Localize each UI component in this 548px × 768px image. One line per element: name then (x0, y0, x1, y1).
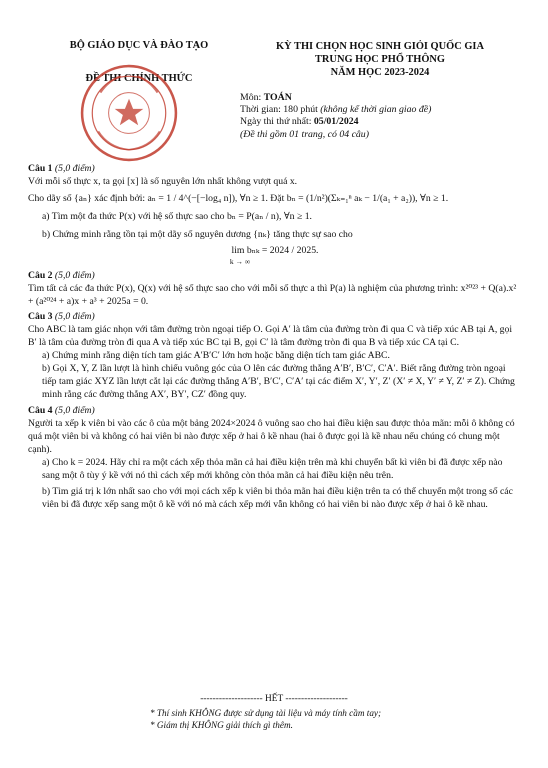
exam-title-line1: KỲ THI CHỌN HỌC SINH GIỎI QUỐC GIA (276, 41, 484, 52)
exam-meta (240, 92, 431, 141)
day-row: Ngày thi thứ nhất: 05/01/2024 (240, 116, 359, 128)
question-1-limit: lim bₙₖ = 2024 / 2025. k → ∞ (28, 244, 522, 265)
note-no-explanation: * Giám thị KHÔNG giải thích gì thêm. (150, 720, 293, 730)
pages-note: (Đề thi gồm 01 trang, có 04 câu) (240, 128, 369, 140)
subject-row: Môn: TOÁN (240, 92, 292, 103)
footer-notes (150, 707, 381, 731)
question-3-heading: Câu 3 (5,0 điểm) (28, 310, 95, 322)
time: 180 phút (283, 104, 318, 116)
question-3-part-a: a) Chứng minh rằng diện tích tam giác A′B′C′ lớn hơn hoặc bằng diện tích tam giác ABC. (42, 350, 390, 362)
official-label: ĐỀ THI CHÍNH THỨC (85, 73, 193, 84)
subject: TOÁN (263, 92, 292, 103)
question-1-heading: Câu 1 (5,0 điểm) (28, 163, 95, 174)
seal-stamp-icon (78, 62, 180, 164)
question-4-text: Người ta xếp k viên bi vào các ô của một bảng 2024×2024 ô vuông sao cho hai điều kiện sau được thỏa mãn: mỗi ô không có quá một viên bi và không có hai viên bi nào được xếp ở hai ô kề nhau (hai ô được gọi là kề nhau nếu chúng có chung một cạnh). (28, 417, 515, 455)
question-4-heading: Câu 4 (5,0 điểm) (28, 404, 95, 416)
note-no-materials: * Thí sinh KHÔNG được sử dụng tài liệu và máy tính cầm tay; (150, 708, 382, 718)
exam-body (28, 162, 522, 511)
exam-title-line3: NĂM HỌC 2023-2024 (330, 67, 430, 78)
header-right (240, 40, 520, 79)
time-note: (không kể thời gian giao đề) (320, 104, 432, 116)
question-2-heading: Câu 2 (5,0 điểm) (28, 269, 95, 281)
exam-title-line2: TRUNG HỌC PHỔ THÔNG (315, 54, 445, 65)
question-3-text: Cho ABC là tam giác nhọn với tâm đường tròn ngoại tiếp O. Gọi A′ là tâm của đường tròn đi qua C và tiếp xúc AB tại A, gọi B′ là tâm của đường tròn đi qua A và tiếp xúc BC tại B, gọi C′ là tâm đường tròn đi qua B và tiếp xúc CA tại C. (28, 323, 513, 349)
end-marker: -------------------- HẾT -------------------- (200, 694, 348, 704)
question-1-intro: Với mỗi số thực x, ta gọi [x] là số nguyên lớn nhất không vượt quá x. (28, 176, 298, 188)
exam-date: 05/01/2024 (313, 116, 359, 128)
question-4-part-b: b) Tìm giá trị k lớn nhất sao cho với mọi cách xếp k viên bi thỏa mãn hai điều kiện trên ta có thể chuyển một trong số các viên bi đã được xếp sang một ô kề với nó mà cách xếp mới vẫn không có hai viên bi nào được xếp ở hai ô kề nhau. (42, 486, 513, 511)
limit-subscript: k → ∞ (229, 256, 251, 266)
question-1-part-a: a) Tìm một đa thức P(x) với hệ số thực sao cho bₙ = P(aₙ / n), ∀n ≥ 1. (42, 211, 312, 223)
time-row: Thời gian: 180 phút (không kể thời gian giao đề) (240, 104, 432, 116)
question-3-part-b: b) Gọi X, Y, Z lần lượt là hình chiếu vuông góc của O lên các đường thẳng A′B′, B′C′, C′A′. Biết rằng đường tròn ngoại tiếp tam giác XYZ lần lượt cắt lại các đường thẳng A′B′, B′C′, C′A′ tại các điểm X′, Y′, Z′ (X′ ≠ X, Y′ ≠ Y, Z′ ≠ Z). Chứng minh rằng các đường thẳng AX′, BY′, CZ′ đồng quy. (42, 363, 515, 401)
question-1-definition: Cho dãy số {aₙ} xác định bởi: aₙ = 1 / 4^(−[−log₄ n]), ∀n ≥ 1. Đặt bₙ = (1/n²)(Σₖ₌₁ⁿ aₖ − 1/(a₁ + a₂)), ∀n ≥ 1. (28, 193, 449, 205)
question-1-part-b: b) Chứng minh rằng tồn tại một dãy số nguyên dương {nₖ} tăng thực sự sao cho (42, 229, 353, 241)
ministry-name: BỘ GIÁO DỤC VÀ ĐÀO TẠO (69, 40, 209, 51)
question-4-part-a: a) Cho k = 2024. Hãy chỉ ra một cách xếp thỏa mãn cả hai điều kiện trên mà khi chuyển bất kì viên bi đã được xếp nào sang một ô tùy ý kề với nó thì cách xếp mới không còn thỏa mãn cả hai điều kiện nêu trên. (42, 456, 503, 481)
question-2-text: Tìm tất cả các đa thức P(x), Q(x) với hệ số thực sao cho với mỗi số thực a thì P(a) là nghiệm của phương trình: x²⁰²³ + Q(a).x² + (a²⁰²⁴ + a)x + a³ + 2025a = 0. (28, 282, 517, 307)
